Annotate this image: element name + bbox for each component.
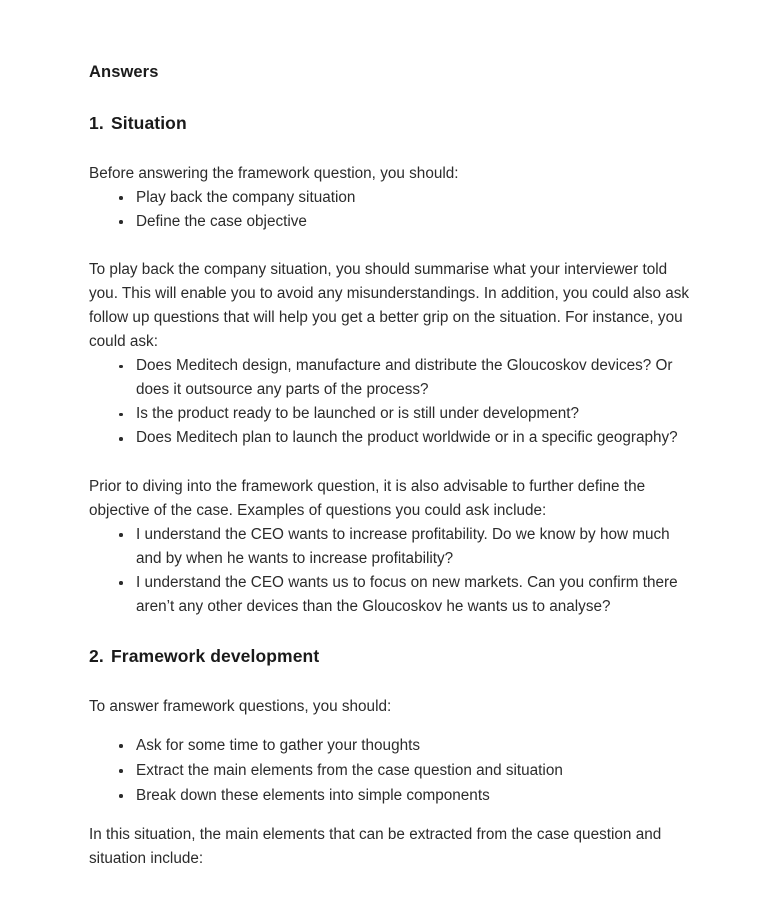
section-heading-label: Framework development xyxy=(111,646,320,667)
list-item: Break down these elements into simple components xyxy=(89,783,690,808)
list-item: Extract the main elements from the case question and situation xyxy=(89,758,690,783)
situation-paragraph-1: To play back the company situation, you should summarise what your interviewer told you. This will enable you to avoid any misunderstandings. In addition, you could also ask follow up questions that will help you get a better grip on the situation. For instance, you could ask: xyxy=(89,260,690,351)
list-item: Ask for some time to gather your thoughts xyxy=(89,733,690,758)
list-item: I understand the CEO wants to increase profitability. Do we know by how much and by when he wants to increase profitability? xyxy=(89,523,690,571)
section-number: 2. xyxy=(89,646,104,667)
situation-paragraph-2: Prior to diving into the framework question, it is also advisable to further define the objective of the case. Examples of questions you could ask include: xyxy=(89,477,646,519)
section-heading-situation xyxy=(89,113,690,135)
section-number: 1. xyxy=(89,112,104,133)
situation-objective-bullet-list xyxy=(89,523,690,619)
situation-question-bullet-list xyxy=(89,354,690,450)
section-situation xyxy=(89,113,690,619)
list-item: Does Meditech design, manufacture and distribute the Gloucoskov devices? Or does it outsource any parts of the process? xyxy=(89,354,690,402)
spacer xyxy=(89,719,690,733)
list-item: Play back the company situation xyxy=(89,186,690,210)
situation-intro-paragraph: Before answering the framework question, you should: xyxy=(89,164,459,182)
framework-step-bullet-list xyxy=(89,733,690,809)
list-item: Is the product ready to be launched or is still under development? xyxy=(89,402,690,426)
spacer xyxy=(89,619,690,646)
section-heading-label: Situation xyxy=(111,112,187,133)
section-framework-development xyxy=(89,646,690,871)
situation-intro-bullet-list xyxy=(89,186,690,234)
list-item: I understand the CEO wants us to focus on new markets. Can you confirm there aren’t any other devices than the Gloucoskov he wants us to analyse? xyxy=(89,571,690,619)
list-item: Define the case objective xyxy=(89,210,690,234)
spacer xyxy=(89,234,690,258)
spacer xyxy=(89,451,690,475)
framework-intro-paragraph: To answer framework questions, you should: xyxy=(89,697,392,715)
page-title: Answers xyxy=(89,63,159,81)
spacer xyxy=(89,809,690,823)
section-heading-framework-development xyxy=(89,646,690,668)
framework-closing-paragraph: In this situation, the main elements that can be extracted from the case question and situation include: xyxy=(89,825,662,867)
list-item: Does Meditech plan to launch the product worldwide or in a specific geography? xyxy=(89,426,690,450)
